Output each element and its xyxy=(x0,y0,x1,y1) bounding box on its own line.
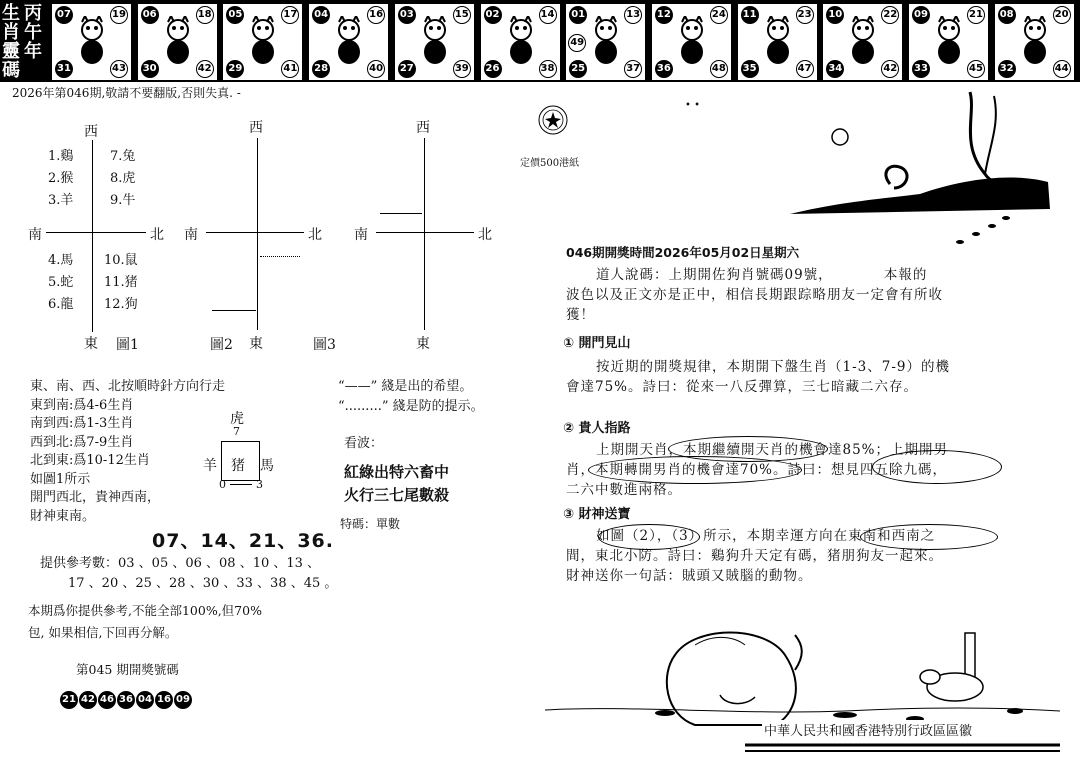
disclaimer-line: 本期爲你提供參考,不能全部100%,但70% xyxy=(28,603,262,618)
mini-top-number: 7 xyxy=(233,425,240,438)
zodiac-cell xyxy=(480,3,561,81)
zodiac-number: 30 xyxy=(141,60,159,78)
para-line: 按近期的開獎規律，本期開下盤生肖（1-3、7-9）的機 xyxy=(596,359,950,375)
mini-bottom-left: 0 xyxy=(219,478,226,491)
list-item: 4.馬 xyxy=(48,253,74,268)
zodiac-number: 13 xyxy=(624,6,642,24)
compass1-west: 西 xyxy=(84,124,98,140)
kanbo-line: 紅綠出特六畜中 xyxy=(344,463,450,481)
kanbo-line: 火行三七尾數殺 xyxy=(344,486,450,504)
draw-ball: 42 xyxy=(79,691,97,709)
para-line: 二六中數進兩格。 xyxy=(566,482,682,498)
ox-icon xyxy=(160,16,196,66)
compass1-east: 東 xyxy=(84,336,98,352)
zodiac-number: 36 xyxy=(655,60,673,78)
zodiac-number: 37 xyxy=(624,60,642,78)
reference-numbers xyxy=(40,554,337,594)
para-line: 肖，本期轉開男肖的機會達70%。詩曰：想見四五除九碼， xyxy=(566,462,948,478)
zodiac-number: 27 xyxy=(398,60,416,78)
mini-bottom-line xyxy=(230,484,252,485)
dragon-icon xyxy=(417,16,453,66)
zodiac-cell xyxy=(394,3,475,81)
mini-top-label: 虎 xyxy=(230,411,244,427)
rat-icon xyxy=(74,16,110,66)
zodiac-number: 21 xyxy=(967,6,985,24)
para-line: 如圖（2），（3）所示，本期幸運方向在東南和西南之 xyxy=(596,528,936,544)
zodiac-number: 40 xyxy=(367,60,385,78)
zodiac-number: 12 xyxy=(655,6,673,24)
price-label: 定價500港紙 xyxy=(520,158,580,169)
zodiac-cell xyxy=(994,3,1075,81)
zodiac-number: 26 xyxy=(484,60,502,78)
section-3-title: ③ 財神送寶 xyxy=(563,507,631,522)
zodiac-number: 38 xyxy=(539,60,557,78)
compass2-west: 西 xyxy=(249,120,263,136)
para-line: 財神送你一句話：賊頭又賊腦的動物。 xyxy=(566,568,813,584)
compass1-top-right-list xyxy=(110,146,135,212)
kanbo-text xyxy=(344,461,449,507)
compass1-top-left-list xyxy=(48,146,73,212)
compass1-horizontal-line xyxy=(46,232,146,233)
zodiac-number: 07 xyxy=(55,6,73,24)
highlight-oval xyxy=(668,436,828,462)
para-line: 會達75%。詩曰：從來一八反彈算，三七暗藏二六存。 xyxy=(566,379,919,395)
special-code: 特碼：單數 xyxy=(340,517,401,531)
zodiac-cell xyxy=(137,3,218,81)
list-item: 5.蛇 xyxy=(48,275,74,290)
zodiac-number: 16 xyxy=(367,6,385,24)
monkey-icon xyxy=(760,16,796,66)
title-column-1: 生 肖 靈 碼 xyxy=(2,3,20,81)
legend-solid: “——” 綫是出的希望。 xyxy=(338,379,473,394)
compass3-east: 東 xyxy=(416,336,430,352)
rule-line: 北到東:爲10-12生肖 xyxy=(30,453,150,468)
zodiac-extra-number: 49 xyxy=(568,34,586,52)
rule-line: 如圖1所示 xyxy=(30,471,91,487)
compass2-vertical-line xyxy=(257,138,258,330)
zodiac-number: 35 xyxy=(741,60,759,78)
compass1-bottom-right-list xyxy=(104,250,138,316)
zodiac-number: 06 xyxy=(141,6,159,24)
draw-ball: 46 xyxy=(98,691,116,709)
zodiac-number: 04 xyxy=(312,6,330,24)
compass3-south: 南 xyxy=(354,227,368,243)
zodiac-number: 47 xyxy=(796,60,814,78)
highlight-oval xyxy=(872,450,1002,484)
tiger-icon xyxy=(245,16,281,66)
zodiac-cell xyxy=(308,3,389,81)
list-item: 2.猴 xyxy=(48,171,74,186)
compass3-west: 西 xyxy=(416,120,430,136)
compass2-horizontal-line xyxy=(206,232,304,233)
list-item: 8.虎 xyxy=(110,171,136,186)
zodiac-number: 22 xyxy=(881,6,899,24)
rule-line: 開門西北，貴神西南， xyxy=(30,490,161,505)
list-item: 9.牛 xyxy=(110,193,136,208)
compass1-north: 北 xyxy=(150,227,164,243)
disclaimer-line: 包, 如果相信,下回再分解。 xyxy=(28,625,178,640)
para-line: 道人說碼：上期開佐狗肖號碼09號， 本報的 xyxy=(596,267,928,283)
zodiac-cell xyxy=(222,3,303,81)
list-item: 3.羊 xyxy=(48,193,74,208)
rule-line: 東、南、西、北按順時針方向行走 xyxy=(30,379,226,394)
compass3-solid-line xyxy=(380,213,422,214)
title-column-2: 丙 午 年 xyxy=(24,3,42,62)
zodiac-number: 20 xyxy=(1053,6,1071,24)
zodiac-number: 25 xyxy=(569,60,587,78)
zodiac-number: 03 xyxy=(398,6,416,24)
zodiac-number: 28 xyxy=(312,60,330,78)
para-line: 上期開天肖，本期繼續開天肖的機會達85%；上期開男 xyxy=(596,442,949,458)
zodiac-number: 44 xyxy=(1053,60,1071,78)
compass2-dotted-line xyxy=(260,256,300,257)
zodiac-cell xyxy=(737,3,818,81)
previous-draw-balls xyxy=(60,687,193,709)
zodiac-number: 31 xyxy=(55,60,73,78)
zodiac-number: 48 xyxy=(710,60,728,78)
intro-paragraph xyxy=(566,265,943,325)
figure-3-label: 圖3 xyxy=(313,337,336,353)
hong-kong-emblem-icon xyxy=(520,100,590,160)
compass3-horizontal-line xyxy=(376,232,474,233)
mini-bottom-right: 3 xyxy=(256,478,263,491)
kanbo-label: 看波： xyxy=(344,436,384,451)
legend-dotted: “.........” 綫是防的提示。 xyxy=(338,399,484,414)
zodiac-number: 09 xyxy=(912,6,930,24)
figure-2-label: 圖2 xyxy=(210,337,233,353)
zodiac-number: 42 xyxy=(881,60,899,78)
zodiac-number: 02 xyxy=(484,6,502,24)
rule-line: 財神東南。 xyxy=(30,508,96,524)
ref-line: 17 、20 、25 、28 、30 、33 、38 、45 。 xyxy=(68,576,338,591)
zodiac-cell xyxy=(908,3,989,81)
compass3-north: 北 xyxy=(478,227,492,243)
compass3-vertical-line xyxy=(424,138,425,330)
zodiac-number: 24 xyxy=(710,6,728,24)
compass2-solid-line xyxy=(212,310,256,311)
zodiac-number: 45 xyxy=(967,60,985,78)
zodiac-number: 29 xyxy=(226,60,244,78)
compass1-vertical-line xyxy=(92,140,93,332)
snake-icon xyxy=(503,16,539,66)
ref-line: 提供參考數：03 、05 、06 、08 、10 、13 、 xyxy=(40,556,321,571)
issue-notice: 2026年第046期,敬請不要翻版,否則失真. - xyxy=(12,86,241,100)
direction-rules xyxy=(30,378,225,526)
zodiac-number: 23 xyxy=(796,6,814,24)
zodiac-number: 19 xyxy=(110,6,128,24)
list-item: 7.兔 xyxy=(110,149,136,164)
zodiac-number: 15 xyxy=(453,6,471,24)
list-item: 11.猪 xyxy=(104,275,138,290)
compass2-south: 南 xyxy=(184,227,198,243)
previous-draw-label: 第045 期開獎號碼 xyxy=(76,662,179,677)
highlight-oval xyxy=(598,524,700,550)
section-1-title: ① 開門見山 xyxy=(563,336,631,351)
draw-ball: 16 xyxy=(155,691,173,709)
figure-1-label: 圖1 xyxy=(116,337,139,353)
mini-right-label: 馬 xyxy=(260,458,274,474)
zodiac-number: 14 xyxy=(539,6,557,24)
draw-ball: 36 xyxy=(117,691,135,709)
compass1-bottom-left-list xyxy=(48,250,73,316)
list-item: 6.龍 xyxy=(48,297,74,312)
zodiac-cell xyxy=(51,3,132,81)
zodiac-number: 08 xyxy=(998,6,1016,24)
emblem-caption: 中華人民共和國香港特別行政區區徽 xyxy=(762,720,974,739)
zodiac-number: 32 xyxy=(998,60,1016,78)
zodiac-cell xyxy=(565,3,646,81)
list-item: 12.狗 xyxy=(104,297,138,312)
compass2-east: 東 xyxy=(249,336,263,352)
zodiac-number: 33 xyxy=(912,60,930,78)
zodiac-number: 05 xyxy=(226,6,244,24)
pig-icon xyxy=(1017,16,1053,66)
draw-ball: 04 xyxy=(136,691,154,709)
rooster-icon xyxy=(845,16,881,66)
list-item: 1.鷄 xyxy=(48,149,74,164)
zodiac-number: 43 xyxy=(110,60,128,78)
disclaimer xyxy=(28,600,262,644)
rule-line: 東到南:爲4-6生肖 xyxy=(30,397,134,413)
dot-mark: • • xyxy=(685,100,700,111)
draw-ball: 09 xyxy=(174,691,192,709)
para-line: 波色以及正文亦是正中，相信長期跟踪略朋友一定會有所收 xyxy=(566,287,943,303)
mini-left-label: 羊 xyxy=(203,458,217,474)
header-title xyxy=(0,0,50,82)
goat-icon xyxy=(674,16,710,66)
section-2-title: ② 貴人指路 xyxy=(563,421,631,436)
line-legend xyxy=(338,377,484,417)
draw-ball: 21 xyxy=(60,691,78,709)
zodiac-number: 01 xyxy=(569,6,587,24)
snake-landscape-illustration xyxy=(780,84,1060,254)
compass1-south: 南 xyxy=(28,227,42,243)
zodiac-number: 39 xyxy=(453,60,471,78)
compass2-north: 北 xyxy=(308,227,322,243)
zodiac-number: 10 xyxy=(826,6,844,24)
zodiac-number: 42 xyxy=(196,60,214,78)
zodiac-number: 17 xyxy=(281,6,299,24)
zodiac-number: 18 xyxy=(196,6,214,24)
section-1-text xyxy=(566,357,950,397)
rule-line: 南到西:爲1-3生肖 xyxy=(30,416,134,431)
zodiac-number: 34 xyxy=(826,60,844,78)
zodiac-number: 11 xyxy=(741,6,759,24)
horse-icon xyxy=(588,16,624,66)
zodiac-number: 41 xyxy=(281,60,299,78)
zodiac-cell xyxy=(822,3,903,81)
mini-center-label: 猪 xyxy=(231,458,245,474)
zodiac-cell xyxy=(651,3,732,81)
main-numbers: 07、14、21、36. xyxy=(152,530,334,552)
rabbit-icon xyxy=(331,16,367,66)
draw-time: 046期開獎時間2026年05月02日星期六 xyxy=(566,245,800,260)
para-line: 獲！ xyxy=(566,307,595,323)
dog-icon xyxy=(931,16,967,66)
para-line: 間，東北小防。詩曰：鷄狗升天定有碼，猪朋狗友一起來。 xyxy=(566,548,943,564)
rule-line: 西到北:爲7-9生肖 xyxy=(30,434,134,450)
highlight-oval xyxy=(860,524,998,550)
list-item: 10.鼠 xyxy=(104,253,138,268)
